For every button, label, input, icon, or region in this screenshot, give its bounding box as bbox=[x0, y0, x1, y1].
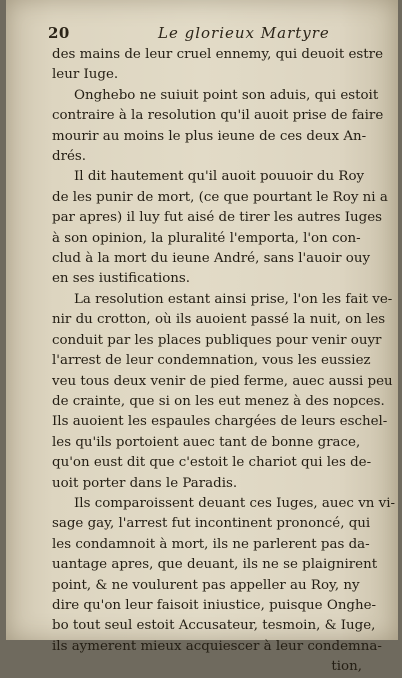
text-line: les qu'ils portoient auec tant de bonne grace, bbox=[52, 434, 361, 450]
text-line: contraire à la resolution qu'il auoit prise de faire bbox=[52, 108, 384, 124]
text-line: à son opinion, la pluralité l'emporta, l'on con- bbox=[52, 230, 361, 246]
paragraph bbox=[52, 494, 396, 678]
text-line: conduit par les places publiques pour venir ouyr bbox=[52, 332, 382, 348]
text-line: Onghebo ne suiuit point son aduis, qui estoit bbox=[74, 87, 379, 103]
page-header bbox=[48, 24, 368, 44]
text-line: sage gay, l'arrest fut incontinent prononcé, qui bbox=[52, 516, 371, 532]
book-page bbox=[6, 0, 398, 675]
text-line: nir du crotton, où ils auoient passé la nuit, on les bbox=[52, 312, 386, 328]
running-head: Le glorieux Martyre bbox=[158, 24, 330, 42]
text-line: tion, bbox=[331, 659, 362, 675]
text-line: uoit porter dans le Paradis. bbox=[52, 475, 238, 491]
page-number: 20 bbox=[48, 24, 70, 42]
body-text bbox=[52, 45, 396, 678]
paragraph bbox=[52, 290, 393, 494]
text-line: Ils auoient les espaules chargées de leurs eschel- bbox=[52, 414, 388, 430]
text-line: mourir au moins le plus ieune de ces deux An- bbox=[52, 128, 367, 144]
paragraph bbox=[52, 86, 384, 168]
text-line: par apres) il luy fut aisé de tirer les autres Iuges bbox=[52, 210, 382, 226]
text-line: des mains de leur cruel ennemy, qui deuoit estre bbox=[52, 47, 384, 62]
text-line: de crainte, que si on les eut menez à des nopces. bbox=[52, 393, 385, 409]
text-line: de les punir de mort, (ce que pourtant le Roy ni a bbox=[52, 189, 388, 205]
text-line: dire qu'on leur faisoit iniustice, puisque Onghe- bbox=[52, 597, 377, 613]
text-line: qu'on eust dit que c'estoit le chariot qui les de- bbox=[52, 455, 372, 471]
text-line: Ils comparoissent deuant ces Iuges, auec vn vi- bbox=[74, 495, 396, 511]
text-line: clud à la mort du ieune André, sans l'auoir ouy bbox=[52, 251, 371, 267]
paragraph bbox=[52, 45, 384, 86]
text-line: ils aymerent mieux acquiescer à leur condemna- bbox=[52, 638, 382, 654]
text-line: uantage apres, que deuant, ils ne se plaignirent bbox=[52, 557, 378, 573]
text-line: en ses iustifications. bbox=[52, 271, 191, 287]
text-line: les condamnoit à mort, ils ne parlerent pas da- bbox=[52, 536, 370, 552]
text-line: drés. bbox=[52, 149, 87, 165]
text-line: bo tout seul estoit Accusateur, tesmoin, & Iuge, bbox=[52, 618, 376, 634]
text-line: leur Iuge. bbox=[52, 67, 119, 83]
text-line: Il dit hautement qu'il auoit pouuoir du Roy bbox=[74, 169, 365, 185]
text-line: veu tous deux venir de pied ferme, auec aussi peu bbox=[52, 373, 393, 389]
text-line: l'arrest de leur condemnation, vous les eussiez bbox=[52, 353, 371, 369]
paragraph bbox=[52, 167, 388, 289]
text-line: La resolution estant ainsi prise, l'on les fait ve- bbox=[74, 291, 393, 307]
text-line: point, & ne voulurent pas appeller au Roy, ny bbox=[52, 577, 360, 593]
